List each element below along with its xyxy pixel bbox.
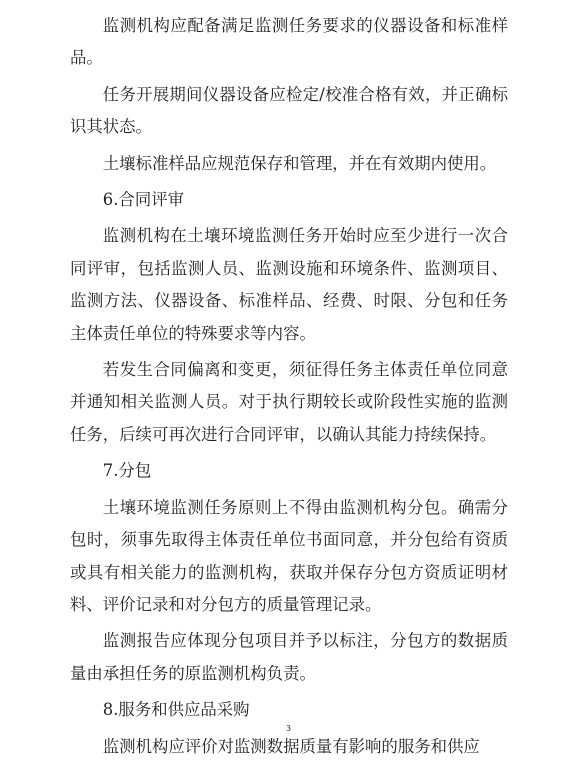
paragraph-calibration: 任务开展期间仪器设备应检定/校准合格有效，并正确标识其状态。 [70,84,508,137]
heading-subcontracting: 7.分包 [102,461,152,481]
paragraph-procurement: 监测机构应评价对监测数据质量有影响的服务和供应 [102,736,480,756]
page-number: 3 [285,724,292,733]
document-body [70,10,508,767]
heading-procurement: 8.服务和供应品采购 [102,700,250,720]
paragraph-equipment: 监测机构应配备满足监测任务要求的仪器设备和标准样品。 [70,16,508,68]
paragraph-subcontract-report: 监测报告应体现分包项目并予以标注，分包方的数据质量由承担任务的原监测机构负责。 [70,631,508,683]
paragraph-contract-deviation: 若发生合同偏离和变更，须征得任务主体责任单位同意并通知相关监测人员。对于执行期较长或阶段性实施的监测任务，后续可再次进行合同评审，以确认其能力持续保持。 [70,360,508,444]
paragraph-reference-samples: 土壤标准样品应规范保存和管理，并在有效期内使用。 [102,153,497,173]
paragraph-contract-review: 监测机构在土壤环境监测任务开始时应至少进行一次合同评审，包括监测人员、监测设施和环境条件、监测项目、监测方法、仪器设备、标准样品、经费、时限、分包和任务主体责任单位的特殊要求等内容。 [70,226,508,343]
heading-contract-review: 6.合同评审 [102,190,184,210]
paragraph-subcontracting: 土壤环境监测任务原则上不得由监测机构分包。确需分包时，须事先取得主体责任单位书面同意，并分包给有资质或具有相关能力的监测机构，获取并保存分包方资质证明材料、评价记录和对分包方的质量管理记录。 [70,497,508,614]
